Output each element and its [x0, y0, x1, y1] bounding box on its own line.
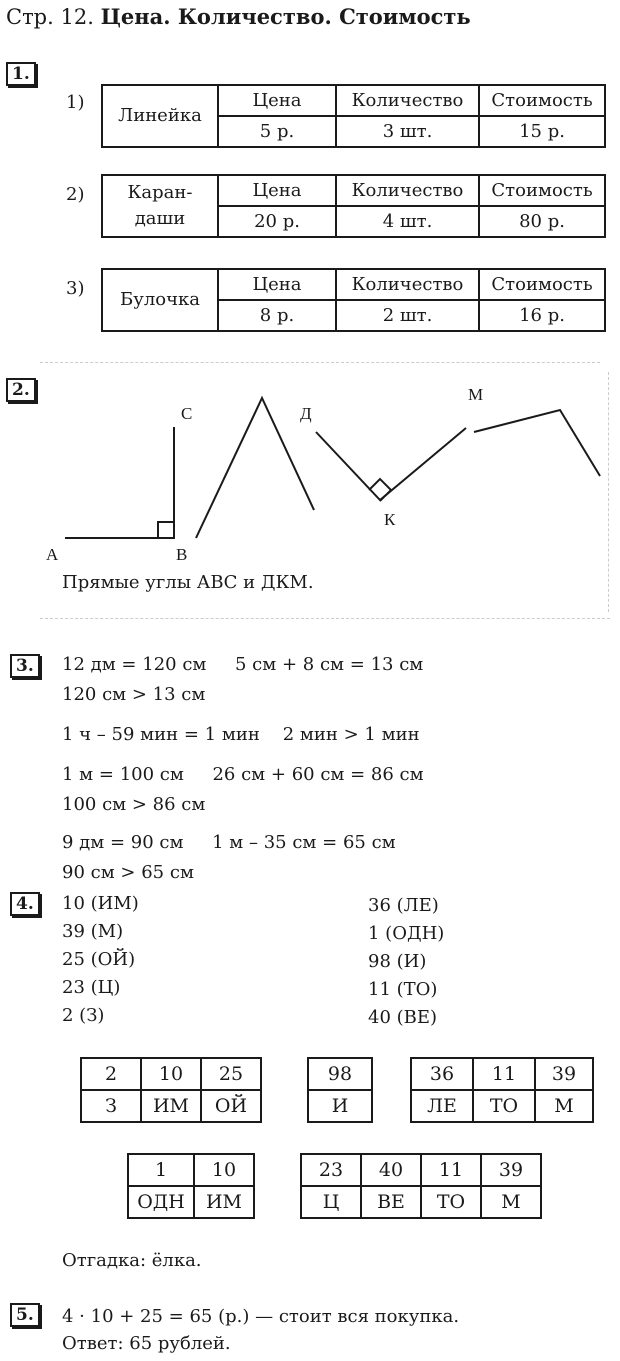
code-number: 11 [421, 1154, 481, 1186]
code-number: 11 [473, 1058, 535, 1090]
page-heading: Цена. Количество. Стоимость [100, 4, 471, 29]
code-table-1 [80, 1057, 262, 1123]
task-2-answer: Прямые углы АВС и ДКМ. [62, 572, 314, 593]
angles-drawing [0, 360, 620, 600]
header-price: Цена [218, 175, 336, 206]
task-3-line: 100 см > 86 см [62, 794, 206, 815]
right-angle-mark-b [158, 522, 174, 538]
item-1-number: 1) [66, 92, 85, 113]
label-c: С [181, 404, 193, 423]
code-syllable: ОДН [128, 1186, 194, 1218]
task-3-line: 1 м = 100 см 26 см + 60 см = 86 см [62, 764, 424, 785]
code-number: 40 [361, 1154, 421, 1186]
task-3-line: 12 дм = 120 см 5 см + 8 см = 13 см [62, 654, 424, 675]
item-name: Линейка [102, 85, 218, 147]
label-a: А [46, 545, 59, 564]
page-title [6, 4, 471, 29]
right-angle-mark-k [369, 479, 391, 501]
code-table-5 [300, 1153, 542, 1219]
code-left: 23 (Ц) [62, 977, 121, 998]
task-4-answer: Отгадка: ёлка. [62, 1250, 202, 1271]
code-left: 39 (М) [62, 921, 124, 942]
header-price: Цена [218, 85, 336, 116]
cell-cost: 15 р. [479, 116, 605, 147]
task-5-answer: Ответ: 65 рублей. [62, 1333, 231, 1354]
header-cost: Стоимость [479, 85, 605, 116]
task-5-number: 5. [10, 1303, 40, 1327]
code-number: 1 [128, 1154, 194, 1186]
task-5-expression: 4 · 10 + 25 = 65 (р.) — стоит вся покупка. [62, 1306, 460, 1327]
header-quantity: Количество [336, 269, 479, 300]
cell-cost: 16 р. [479, 300, 605, 331]
code-syllable: М [535, 1090, 593, 1122]
item-name: Каран- даши [102, 175, 218, 237]
code-syllable: ИМ [141, 1090, 201, 1122]
header-quantity: Количество [336, 175, 479, 206]
cell-quantity: 2 шт. [336, 300, 479, 331]
code-syllable: ЛЕ [411, 1090, 473, 1122]
code-number: 25 [201, 1058, 261, 1090]
code-syllable: ВЕ [361, 1186, 421, 1218]
code-syllable: И [308, 1090, 372, 1122]
task-2-number: 2. [6, 378, 36, 402]
code-syllable: ИМ [194, 1186, 254, 1218]
label-m: М [468, 385, 484, 404]
task-3-line: 120 см > 13 см [62, 684, 206, 705]
header-quantity: Количество [336, 85, 479, 116]
cell-price: 20 р. [218, 206, 336, 237]
price-table-1 [101, 84, 606, 148]
header-cost: Стоимость [479, 269, 605, 300]
code-right: 98 (И) [368, 951, 427, 972]
header-cost: Стоимость [479, 175, 605, 206]
task-3-line: 1 ч – 59 мин = 1 мин 2 мин > 1 мин [62, 724, 420, 745]
cell-cost: 80 р. [479, 206, 605, 237]
code-syllable: ТО [421, 1186, 481, 1218]
code-syllable: ОЙ [201, 1090, 261, 1122]
page-reference: Стр. 12. [6, 5, 94, 29]
cell-quantity: 4 шт. [336, 206, 479, 237]
code-right: 36 (ЛЕ) [368, 895, 439, 916]
code-right: 40 (ВЕ) [368, 1007, 438, 1028]
cell-quantity: 3 шт. [336, 116, 479, 147]
code-table-4 [127, 1153, 255, 1219]
code-right: 11 (ТО) [368, 979, 438, 1000]
obtuse-angle [474, 410, 600, 476]
code-table-3 [410, 1057, 594, 1123]
code-number: 10 [141, 1058, 201, 1090]
label-k: К [384, 510, 396, 529]
task-4-number: 4. [10, 892, 40, 916]
code-number: 23 [301, 1154, 361, 1186]
item-2-number: 2) [66, 184, 85, 205]
code-number: 39 [481, 1154, 541, 1186]
cell-price: 8 р. [218, 300, 336, 331]
task-3-line: 90 см > 65 см [62, 862, 194, 883]
code-syllable: З [81, 1090, 141, 1122]
code-number: 10 [194, 1154, 254, 1186]
task-1-number: 1. [6, 62, 36, 86]
item-name: Булочка [102, 269, 218, 331]
acute-angle [196, 398, 314, 538]
task-3-line: 9 дм = 90 см 1 м – 35 см = 65 см [62, 832, 396, 853]
code-number: 36 [411, 1058, 473, 1090]
guide-line-bottom [40, 618, 610, 619]
price-table-2 [101, 174, 606, 238]
code-syllable: Ц [301, 1186, 361, 1218]
label-b: В [176, 545, 188, 564]
price-table-3 [101, 268, 606, 332]
label-d: Д [300, 404, 312, 423]
code-syllable: ТО [473, 1090, 535, 1122]
code-left: 2 (З) [62, 1005, 105, 1026]
code-number: 2 [81, 1058, 141, 1090]
code-left: 25 (ОЙ) [62, 949, 136, 970]
code-left: 10 (ИМ) [62, 893, 139, 914]
cell-price: 5 р. [218, 116, 336, 147]
code-number: 98 [308, 1058, 372, 1090]
code-syllable: М [481, 1186, 541, 1218]
task-3-number: 3. [10, 654, 40, 678]
code-number: 39 [535, 1058, 593, 1090]
code-table-2 [307, 1057, 373, 1123]
item-3-number: 3) [66, 278, 85, 299]
header-price: Цена [218, 269, 336, 300]
code-right: 1 (ОДН) [368, 923, 445, 944]
